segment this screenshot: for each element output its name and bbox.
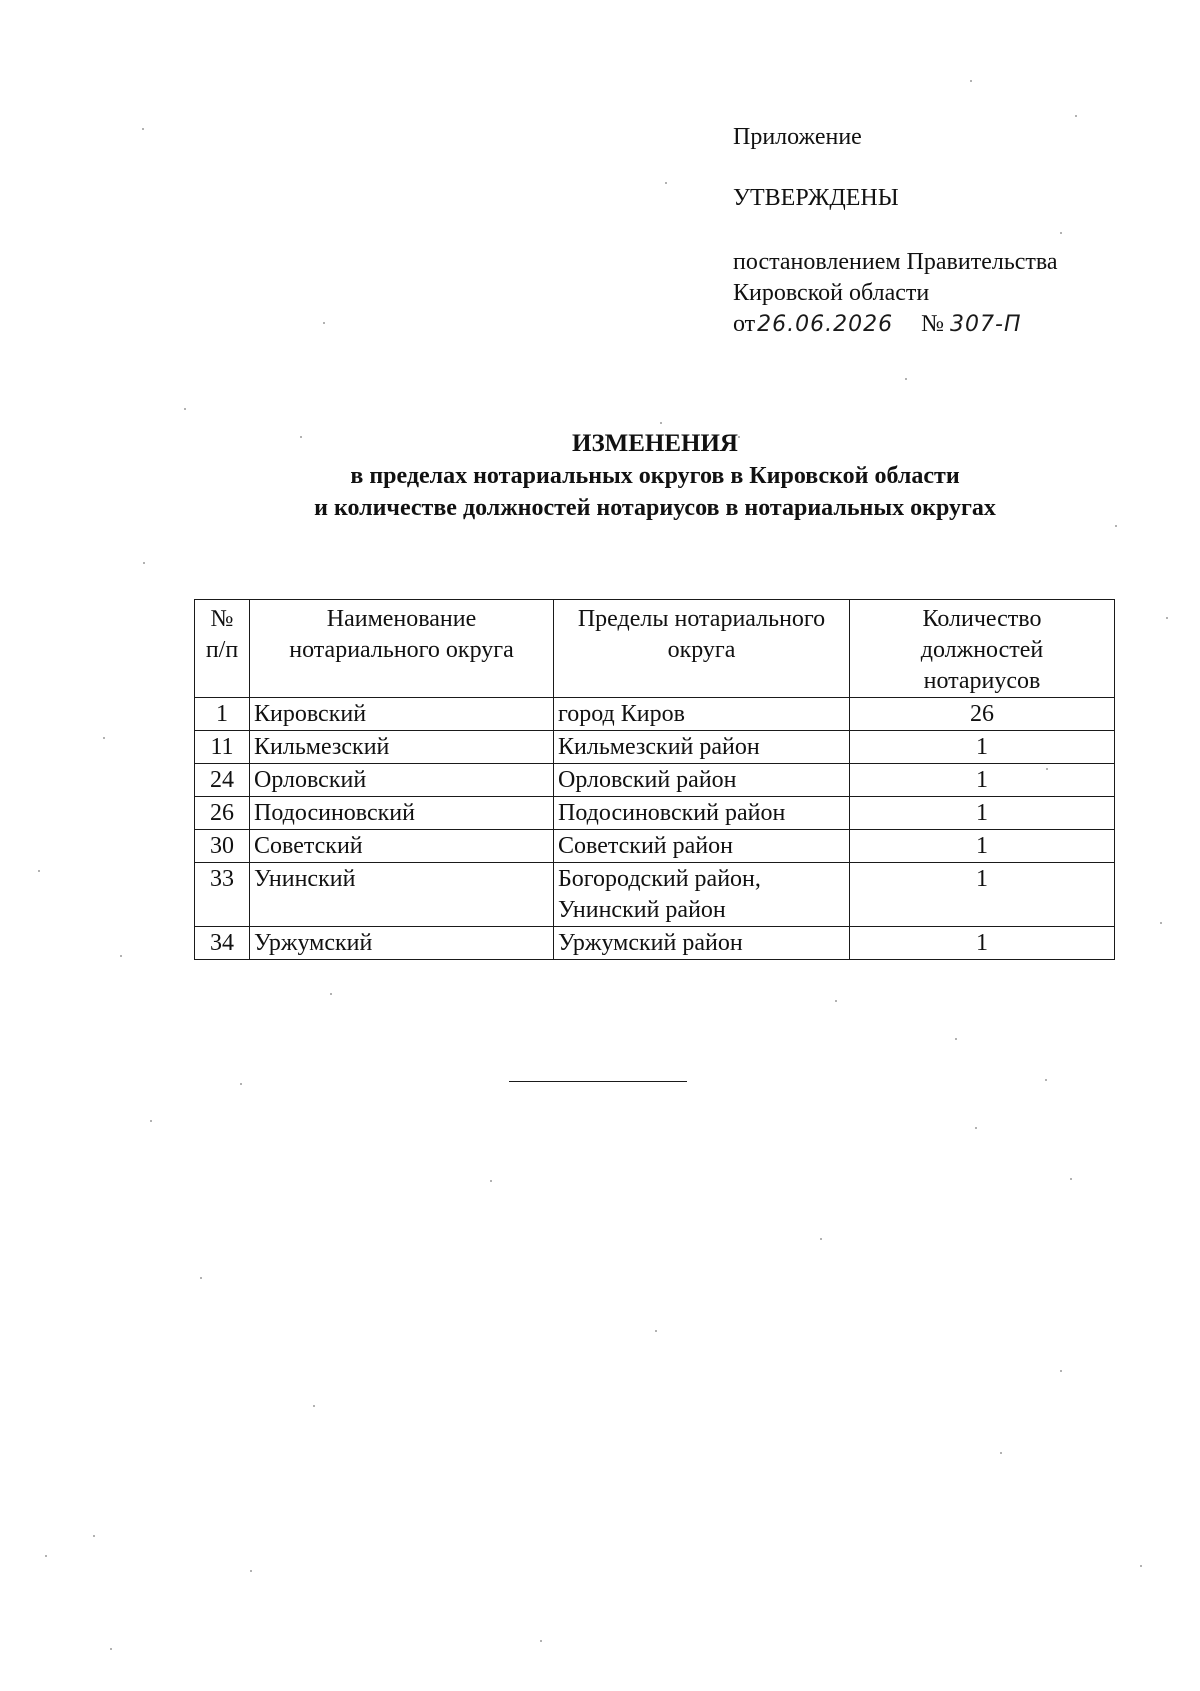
row-number: 30: [195, 830, 250, 863]
scan-speck: [1115, 525, 1117, 527]
scan-speck: [1000, 1452, 1002, 1454]
decree-date: 26.06.2026: [757, 312, 894, 337]
scan-speck: [975, 1127, 977, 1129]
district-name: Унинский: [250, 863, 554, 927]
district-name: Подосиновский: [250, 797, 554, 830]
scan-speck: [1045, 1079, 1047, 1081]
approval-stamp: [733, 122, 1163, 340]
district-limits: Уржумский район: [554, 927, 850, 960]
table-header-row: [195, 600, 1115, 698]
table-row: [195, 927, 1115, 960]
notary-count: 1: [850, 863, 1115, 927]
date-prefix: от: [733, 311, 756, 337]
district-limits: Советский район: [554, 830, 850, 863]
scan-speck: [143, 562, 145, 564]
district-name: Советский: [250, 830, 554, 863]
title-line-3: и количестве должностей нотариусов в нотариальных округах: [314, 495, 996, 521]
table-row: [195, 764, 1115, 797]
scan-speck: [323, 322, 325, 324]
district-name: Уржумский: [250, 927, 554, 960]
scan-speck: [665, 182, 667, 184]
scan-speck: [38, 870, 40, 872]
scan-speck: [1046, 768, 1048, 770]
scan-speck: [1140, 1565, 1142, 1567]
scan-speck: [660, 422, 662, 424]
district-limits: Подосиновский район: [554, 797, 850, 830]
scan-speck: [738, 436, 740, 438]
table-row: [195, 797, 1115, 830]
scan-speck: [150, 1120, 152, 1122]
scan-speck: [142, 128, 144, 130]
scan-speck: [955, 1038, 957, 1040]
row-number: 11: [195, 731, 250, 764]
notary-count: 1: [850, 764, 1115, 797]
district-limits: Кильмезский район: [554, 731, 850, 764]
scan-speck: [103, 737, 105, 739]
scan-speck: [1070, 1178, 1072, 1180]
row-number: 24: [195, 764, 250, 797]
scan-speck: [1060, 232, 1062, 234]
notary-count: 1: [850, 830, 1115, 863]
district-name: Кировский: [250, 698, 554, 731]
district-limits: город Киров: [554, 698, 850, 731]
district-name: Кильмезский: [250, 731, 554, 764]
notary-districts-table: [194, 599, 1115, 960]
scan-speck: [1160, 922, 1162, 924]
approved-label: УТВЕРЖДЕНЫ: [733, 185, 899, 211]
row-number: 33: [195, 863, 250, 927]
row-number: 1: [195, 698, 250, 731]
scan-speck: [250, 1570, 252, 1572]
notary-count: 1: [850, 927, 1115, 960]
header-notary-count: Количество должностей нотариусов: [850, 600, 1115, 698]
scan-speck: [45, 1555, 47, 1557]
header-number: № п/п: [195, 600, 250, 698]
scan-speck: [184, 408, 186, 410]
header-district-limits: Пределы нотариального округа: [554, 600, 850, 698]
appendix-label: Приложение: [733, 124, 862, 150]
scan-speck: [313, 1405, 315, 1407]
scan-speck: [490, 1180, 492, 1182]
number-prefix: №: [921, 311, 945, 337]
scan-speck: [200, 1277, 202, 1279]
table-row: [195, 731, 1115, 764]
scan-speck: [820, 1238, 822, 1240]
scan-speck: [905, 378, 907, 380]
scan-speck: [655, 1330, 657, 1332]
title-main: ИЗМЕНЕНИЯ: [572, 430, 738, 457]
scan-speck: [93, 1535, 95, 1537]
scan-speck: [300, 436, 302, 438]
scan-speck: [970, 80, 972, 82]
scan-speck: [110, 1648, 112, 1650]
row-number: 34: [195, 927, 250, 960]
decree-line-1: постановлением Правительства: [733, 249, 1058, 275]
notary-count: 1: [850, 797, 1115, 830]
notary-count: 26: [850, 698, 1115, 731]
scan-speck: [330, 993, 332, 995]
scan-speck: [120, 955, 122, 957]
title-line-2: в пределах нотариальных округов в Кировской области: [350, 463, 960, 489]
district-name: Орловский: [250, 764, 554, 797]
scan-speck: [1166, 617, 1168, 619]
decree-date-number: [733, 309, 1163, 340]
decree-line-2: Кировской области: [733, 280, 930, 306]
header-district-name: Наименование нотариального округа: [250, 600, 554, 698]
scan-speck: [240, 1083, 242, 1085]
notary-count: 1: [850, 731, 1115, 764]
scan-speck: [540, 1640, 542, 1642]
decree-number: 307-П: [950, 312, 1022, 337]
table-row: [195, 830, 1115, 863]
scan-speck: [1075, 115, 1077, 117]
document-title: [0, 428, 1200, 524]
table-row: [195, 698, 1115, 731]
row-number: 26: [195, 797, 250, 830]
district-limits: Богородский район, Унинский район: [554, 863, 850, 927]
end-of-document-rule: [509, 1081, 687, 1082]
scan-speck: [835, 1000, 837, 1002]
district-limits: Орловский район: [554, 764, 850, 797]
table-row: [195, 863, 1115, 927]
scan-speck: [1060, 1370, 1062, 1372]
